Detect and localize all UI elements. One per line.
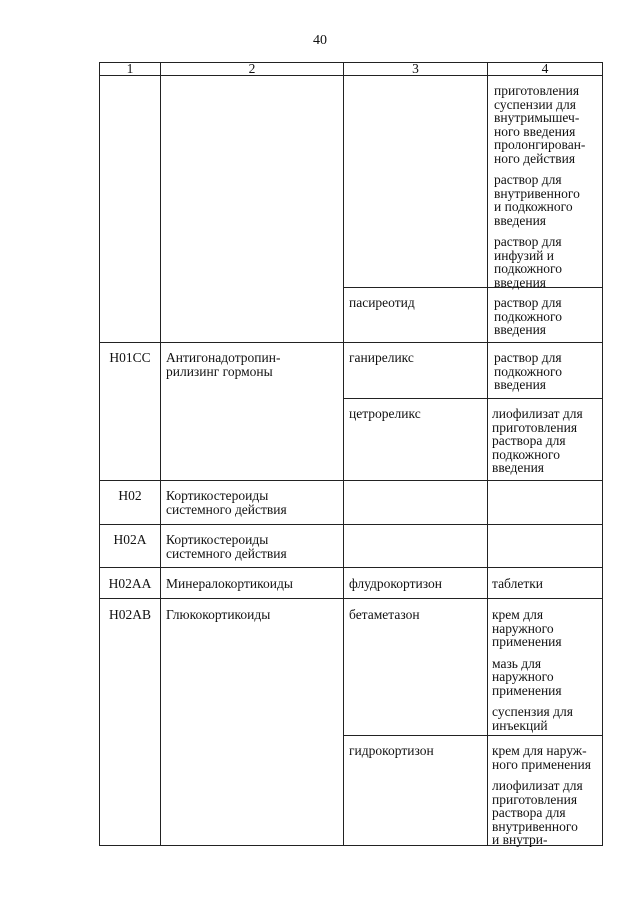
row-divider bbox=[99, 598, 603, 599]
group-name: Глюкокортикоиды bbox=[166, 607, 271, 622]
atc-code-cell bbox=[99, 351, 161, 365]
group-name: Кортикостероиды системного действия bbox=[166, 488, 287, 517]
dosage-form-text: лиофилизат для приготовления раствора для внутривенного и внутри- bbox=[492, 778, 583, 847]
dosage-form-text: крем для наружного применения bbox=[492, 607, 562, 649]
atc-code: H01CC bbox=[109, 350, 151, 365]
dosage-form-cell bbox=[492, 744, 600, 847]
dosage-form-cell bbox=[494, 84, 600, 289]
column-divider bbox=[343, 62, 344, 845]
atc-code-cell bbox=[99, 577, 161, 591]
drug-name: флудрокортизон bbox=[349, 576, 442, 591]
atc-code-cell bbox=[99, 489, 161, 503]
group-name-cell bbox=[166, 351, 340, 378]
atc-code: H02AA bbox=[108, 576, 152, 591]
atc-code: H02 bbox=[118, 488, 142, 503]
column-header-1: 1 bbox=[126, 61, 134, 76]
drug-name-cell bbox=[349, 296, 485, 310]
dosage-form-text: раствор для подкожного введения bbox=[494, 350, 562, 392]
drug-name-cell bbox=[349, 744, 485, 758]
atc-code-cell bbox=[99, 533, 161, 547]
dosage-form-text: раствор для инфузий и подкожного введения bbox=[494, 234, 562, 290]
group-name: Антигонадотропин- рилизинг гормоны bbox=[166, 350, 281, 379]
group-name-cell bbox=[166, 577, 340, 591]
row-divider bbox=[99, 480, 603, 481]
dosage-form-text: лиофилизат для приготовления раствора для подкожного введения bbox=[492, 406, 583, 475]
table-border-right bbox=[602, 62, 603, 845]
dosage-form-cell bbox=[492, 577, 600, 591]
column-divider bbox=[487, 62, 488, 845]
drug-name: гидрокортизон bbox=[349, 743, 434, 758]
page-number: 40 bbox=[313, 33, 327, 48]
drug-name-cell bbox=[349, 608, 485, 622]
dosage-form-text: раствор для внутривенного и подкожного введения bbox=[494, 172, 580, 228]
column-divider bbox=[160, 62, 161, 845]
group-name-cell bbox=[166, 533, 340, 560]
group-name: Минералокортикоиды bbox=[166, 576, 293, 591]
atc-code-cell bbox=[99, 608, 161, 622]
row-divider bbox=[99, 524, 603, 525]
group-name-cell bbox=[166, 489, 340, 516]
dosage-form-cell bbox=[494, 296, 600, 337]
column-header-4: 4 bbox=[541, 61, 549, 76]
drug-name: бетаметазон bbox=[349, 607, 420, 622]
row-divider bbox=[99, 342, 603, 343]
dosage-form-text: раствор для подкожного введения bbox=[494, 295, 562, 337]
group-name: Кортикостероиды системного действия bbox=[166, 532, 287, 561]
row-divider bbox=[99, 567, 603, 568]
dosage-form-text: мазь для наружного применения bbox=[492, 655, 562, 698]
drug-name-cell bbox=[349, 351, 485, 365]
atc-code: H02AB bbox=[108, 607, 151, 622]
drug-name-cell bbox=[349, 577, 485, 591]
dosage-form-cell bbox=[492, 608, 600, 732]
dosage-form-cell bbox=[492, 407, 600, 475]
column-header-3: 3 bbox=[412, 61, 419, 76]
dosage-form-cell bbox=[494, 351, 600, 392]
drug-name: ганиреликс bbox=[349, 350, 414, 365]
atc-code: H02A bbox=[113, 532, 147, 547]
drug-name-cell bbox=[349, 407, 485, 421]
dosage-form-text: суспензия для инъекций bbox=[492, 704, 573, 733]
dosage-form-text: крем для наруж- ного применения bbox=[492, 743, 591, 772]
group-name-cell bbox=[166, 608, 340, 622]
table-border-left bbox=[99, 62, 100, 845]
row-divider bbox=[343, 735, 603, 736]
column-header-2: 2 bbox=[248, 61, 256, 76]
dosage-form-text: таблетки bbox=[492, 576, 544, 591]
drug-name: пасиреотид bbox=[349, 295, 415, 310]
row-divider bbox=[343, 398, 603, 399]
dosage-form-text: приготовления суспензии для внутримышеч- ного введения пролонгирован- ного действия bbox=[494, 83, 586, 166]
drug-name: цетрореликс bbox=[349, 406, 421, 421]
